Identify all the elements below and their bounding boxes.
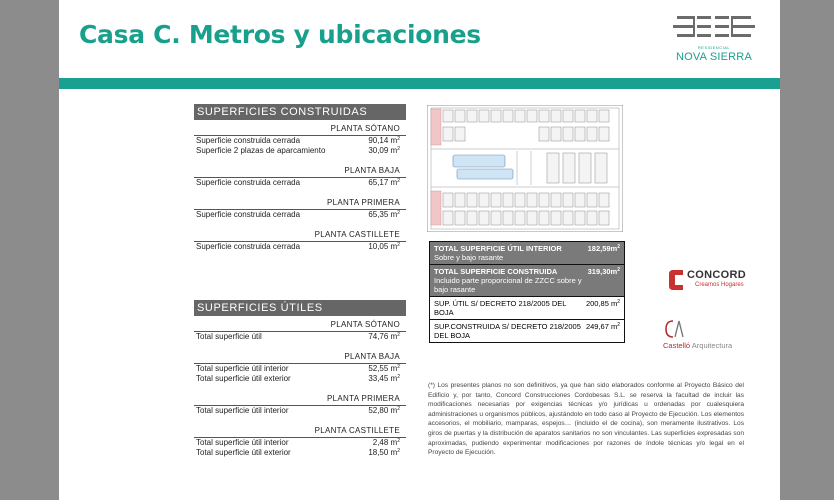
totals-row [430,320,624,342]
slide [59,0,780,500]
totals-label-main: TOTAL SUPERFICIE CONSTRUIDA [434,267,558,276]
totals-unit-exponent: 2 [617,267,620,273]
totals-value-number: 249,67 m [585,322,618,331]
area-value [368,210,400,220]
groups [194,316,406,458]
area-label: Total superficie útil interior [196,438,289,447]
totals-table [429,241,625,343]
area-value [368,146,400,156]
area-value [368,448,400,458]
area-value-number: 18,50 m [368,448,398,457]
section-header: SUPERFICIES ÚTILES [194,300,406,316]
concord-logo [665,266,755,296]
planta-label: PLANTA CASTILLETE [194,422,406,438]
planta-label: PLANTA SÓTANO [194,316,406,332]
castello-logo [663,318,753,352]
planta-label: PLANTA BAJA [194,162,406,178]
totals-value [588,267,620,294]
planta-label: PLANTA PRIMERA [194,194,406,210]
area-label: Total superficie útil exterior [196,448,291,457]
castello-mark-icon [663,318,685,340]
area-label: Total superficie útil exterior [196,374,291,383]
planta-label: PLANTA SÓTANO [194,120,406,136]
disclaimer-text: (*) Los presentes planos no son definitivos, ya que han sido elaborados conforme al Proyecto Básico del Edificio y, por tanto, Concord Construcciones Cordobesas S.L. se reserva la facultad de incluir las modificaciones necesarias por exigencias técnicas y/o jurídicas u ordenadas por cualesquiera administraciones u organismos públicos, ajustándolo en todo caso al Proyecto de Ejecución. Los elementos accesorios, el mobiliario, mamparas, espejos… (incluido el de cocina), son meramente ilustrativos. Los giros de puertas y la distribución de aparatos sanitarios no son vinculantes. Las superficies expresadas son aproximadas, pudiendo experimentar modificaciones por razones de índole técnicas y/o legal en el Proyecto de Ejecución. [428,382,744,457]
totals-value [586,299,620,317]
totals-label-sub: Incluido parte proporcional de ZZCC sobre y bajo rasante [434,276,582,294]
totals-row [430,297,624,320]
area-unit-exponent: 2 [397,332,400,338]
area-unit-exponent: 2 [397,242,400,248]
area-value [368,242,400,252]
nova-sierra-logo [669,12,759,70]
totals-label-sub: Sobre y bajo rasante [434,253,504,262]
totals-value [588,244,620,262]
area-unit-exponent: 2 [397,438,400,444]
area-label: Superficie 2 plazas de aparcamiento [196,146,326,155]
area-label: Total superficie útil interior [196,406,289,415]
totals-unit-exponent: 2 [617,244,620,250]
castello-name [663,341,732,350]
area-unit-exponent: 2 [397,178,400,184]
totals-label [434,299,586,317]
area-row [194,146,406,156]
area-value-number: 30,09 m [368,146,398,155]
totals-label [434,244,562,262]
logo-residencial: RESIDENCIAL [697,45,731,50]
totals-value-number: 182,59m [587,244,618,253]
totals-value [586,322,620,340]
area-value [368,364,400,374]
area-unit-exponent: 2 [397,210,400,216]
area-value [368,178,400,188]
area-unit-exponent: 2 [397,448,400,454]
area-row [194,136,406,146]
area-value [368,374,400,384]
area-value [373,438,400,448]
area-value-number: 2,48 m [372,438,398,447]
area-unit-exponent: 2 [397,406,400,412]
area-value [368,136,400,146]
totals-value-number: 200,85 m [585,299,618,308]
totals-label-main: TOTAL SUPERFICIE ÚTIL INTERIOR [434,244,562,253]
totals-label-main: SUP.CONSTRUIDA S/ DECRETO 218/2005 DEL BOJA [434,322,581,340]
area-value-number: 52,55 m [368,364,398,373]
concord-tagline: Creamos Hogares [695,282,744,288]
castello-name-text: Castelló [663,341,691,350]
castello-suffix: Arquitectura [690,341,733,350]
area-value-number: 74,76 m [368,332,398,341]
superficies-construidas [194,104,406,252]
header-band [59,78,780,89]
area-unit-exponent: 2 [397,146,400,152]
totals-row [430,242,624,265]
totals-label [434,267,588,294]
logo-brand: NOVA SIERRA [676,51,752,63]
planta-label: PLANTA CASTILLETE [194,226,406,242]
area-label: Total superficie útil interior [196,364,289,373]
area-row [194,438,406,448]
area-label: Superficie construida cerrada [196,210,301,219]
area-row [194,406,406,416]
area-value-number: 90,14 m [368,136,398,145]
area-label: Superficie construida cerrada [196,242,301,251]
planta-label: PLANTA BAJA [194,348,406,364]
area-row [194,364,406,374]
area-unit-exponent: 2 [397,374,400,380]
concord-mark-icon [667,268,685,292]
totals-value-number: 319,30m [587,267,618,276]
totals-unit-exponent: 2 [617,299,620,305]
area-row [194,242,406,252]
area-unit-exponent: 2 [397,136,400,142]
floor-plan [427,105,623,232]
area-value-number: 10,05 m [368,242,398,251]
area-label: Superficie construida cerrada [196,136,301,145]
groups [194,120,406,252]
superficies-utiles [194,300,406,458]
section-header: SUPERFICIES CONSTRUIDAS [194,104,406,120]
totals-label-main: SUP. ÚTIL S/ DECRETO 218/2005 DEL BOJA [434,299,567,317]
area-value-number: 65,35 m [368,210,398,219]
area-row [194,374,406,384]
area-value-number: 52,80 m [368,406,398,415]
area-label: Total superficie útil [196,332,262,341]
page-title: Casa C. Metros y ubicaciones [79,20,481,49]
area-row [194,332,406,342]
area-row [194,210,406,220]
area-unit-exponent: 2 [397,364,400,370]
area-value-number: 65,17 m [368,178,398,187]
totals-label [434,322,586,340]
area-row [194,178,406,188]
area-value-number: 33,45 m [368,374,398,383]
planta-label: PLANTA PRIMERA [194,390,406,406]
building-logo-icon [669,12,759,42]
totals-unit-exponent: 2 [617,322,620,328]
concord-name: CONCORD [687,269,746,281]
totals-row [430,265,624,297]
area-value [368,406,400,416]
area-value [368,332,400,342]
area-row [194,448,406,458]
area-label: Superficie construida cerrada [196,178,301,187]
